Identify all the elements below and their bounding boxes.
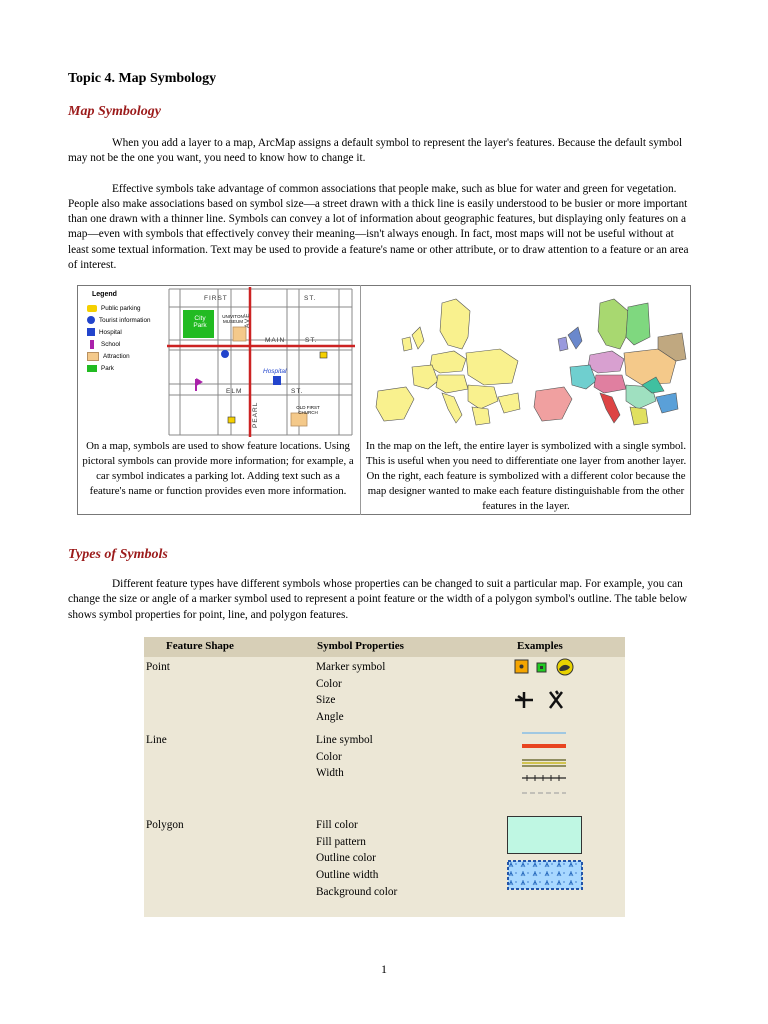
figure-divider [360, 285, 361, 515]
solid-fill-polygon [507, 816, 582, 854]
table-cell-properties [316, 732, 373, 782]
col-header: Examples [517, 640, 563, 652]
legend-item: Public parking [87, 302, 167, 314]
car-icon [87, 305, 97, 312]
property: Fill color [316, 819, 358, 831]
legend-item: Park [87, 362, 167, 374]
property: Marker symbol [316, 661, 386, 673]
point-examples [512, 656, 582, 716]
property: Width [316, 767, 344, 780]
europe-single-symbol-map [372, 297, 522, 432]
property: Color [316, 750, 342, 763]
street-label: ELM [226, 388, 243, 395]
park-swatch [87, 365, 97, 372]
caption-right: In the map on the left, the entire layer is symbolized with a single symbol. This is useful when you need to differentiate one layer from another layer. On the right, each feature is symbolized with a different color because the map designer wanted to make each feature distinguishable from the other features in the layer. [365, 440, 687, 512]
table-cell-properties [316, 817, 397, 901]
pattern-fill-polygon [507, 860, 583, 890]
map-legend [81, 288, 167, 408]
property: Background color [316, 885, 398, 898]
line-examples [520, 728, 570, 800]
street-label: AVE [244, 312, 251, 328]
table-cell-shape: Line [146, 734, 167, 746]
legend-item: Tourist information [87, 314, 167, 326]
col-header: Symbol Properties [317, 640, 404, 652]
intro-text [68, 136, 690, 273]
legend-item: Attraction [87, 350, 167, 362]
table-cell-shape: Polygon [146, 819, 184, 831]
street-label: PEARL [252, 401, 259, 428]
section-heading-types-of-symbols: Types of Symbols [68, 547, 168, 562]
caption-left: On a map, symbols are used to show feature locations. Using pictoral symbols can provide more information; for example, a car symbol indicates a parking lot. Adding text such as a feature's name or function provides even more information. [82, 440, 354, 497]
street-label: ST. [304, 295, 317, 302]
legend-title: Legend [92, 291, 117, 298]
paragraph-2: Effective symbols take advantage of common associations that people make, such as blue for water and green for vegetation. People also make associations based on symbol size—a street drawn with a thick line is easily understood to be busier or more important than one drawn with a thinner line. Symbols can convey a lot of information about geographic features, but displaying only features on a map—even with symbols that effectively convey their meaning—isn't always enough. In fact, most maps will not be useful without at least some textual information. Text may be used to provide a feature's name or other attribute, or to draw attention to a feature or an area of interest. [68, 182, 689, 272]
airplane-rotated-icon [550, 691, 562, 708]
hospital-label: Hospital [263, 368, 287, 375]
types-text [68, 577, 690, 623]
table-cell-shape: Point [146, 661, 170, 673]
paragraph-1: When you add a layer to a map, ArcMap assigns a default symbol to represent the layer's features. Because the default symbol may not be the one you want, you need to know how to change it. [68, 137, 683, 165]
property: Outline width [316, 869, 379, 882]
street-map [167, 287, 357, 437]
school-flag-icon [90, 340, 94, 349]
street-label: FIRST [204, 295, 228, 302]
paragraph-3: Different feature types have different symbols whose properties can be changed to suit a particular map. For example, you can change the size or angle of a marker symbol used to represent a point feature or the width of a polygon symbol's outline. The table below shows symbol properties for point, line, and polygon features. [68, 578, 688, 621]
museum-label: UNIVITON MUSEUM [222, 314, 244, 324]
property: Color [316, 677, 342, 690]
info-icon [221, 350, 229, 358]
school-flag-icon [196, 379, 201, 391]
property: Angle [316, 711, 344, 724]
street-label: ST. [291, 388, 304, 395]
attraction-swatch [87, 352, 99, 361]
hospital-icon [87, 328, 95, 336]
street-label: ST. [305, 337, 318, 344]
europe-unique-values-map [530, 297, 688, 432]
page-number: 1 [381, 962, 387, 976]
church-label: OLD FIRST CHURCH [296, 405, 320, 415]
airplane-icon [515, 692, 533, 708]
hospital-icon [273, 376, 281, 385]
property: Fill pattern [316, 835, 366, 848]
col-header: Feature Shape [166, 640, 234, 652]
car-icon [228, 417, 235, 423]
property: Line symbol [316, 734, 373, 746]
table-cell-properties [316, 659, 385, 726]
property: Outline color [316, 852, 376, 865]
section-heading-map-symbology: Map Symbology [68, 104, 161, 119]
info-icon [87, 316, 95, 324]
topic-title: Topic 4. Map Symbology [68, 71, 217, 86]
street-label: MAIN [265, 337, 286, 344]
property: Size [316, 694, 336, 707]
legend-item: School [87, 338, 167, 350]
city-park-label: City Park [193, 315, 207, 329]
legend-item: Hospital [87, 326, 167, 338]
car-icon [320, 352, 327, 358]
